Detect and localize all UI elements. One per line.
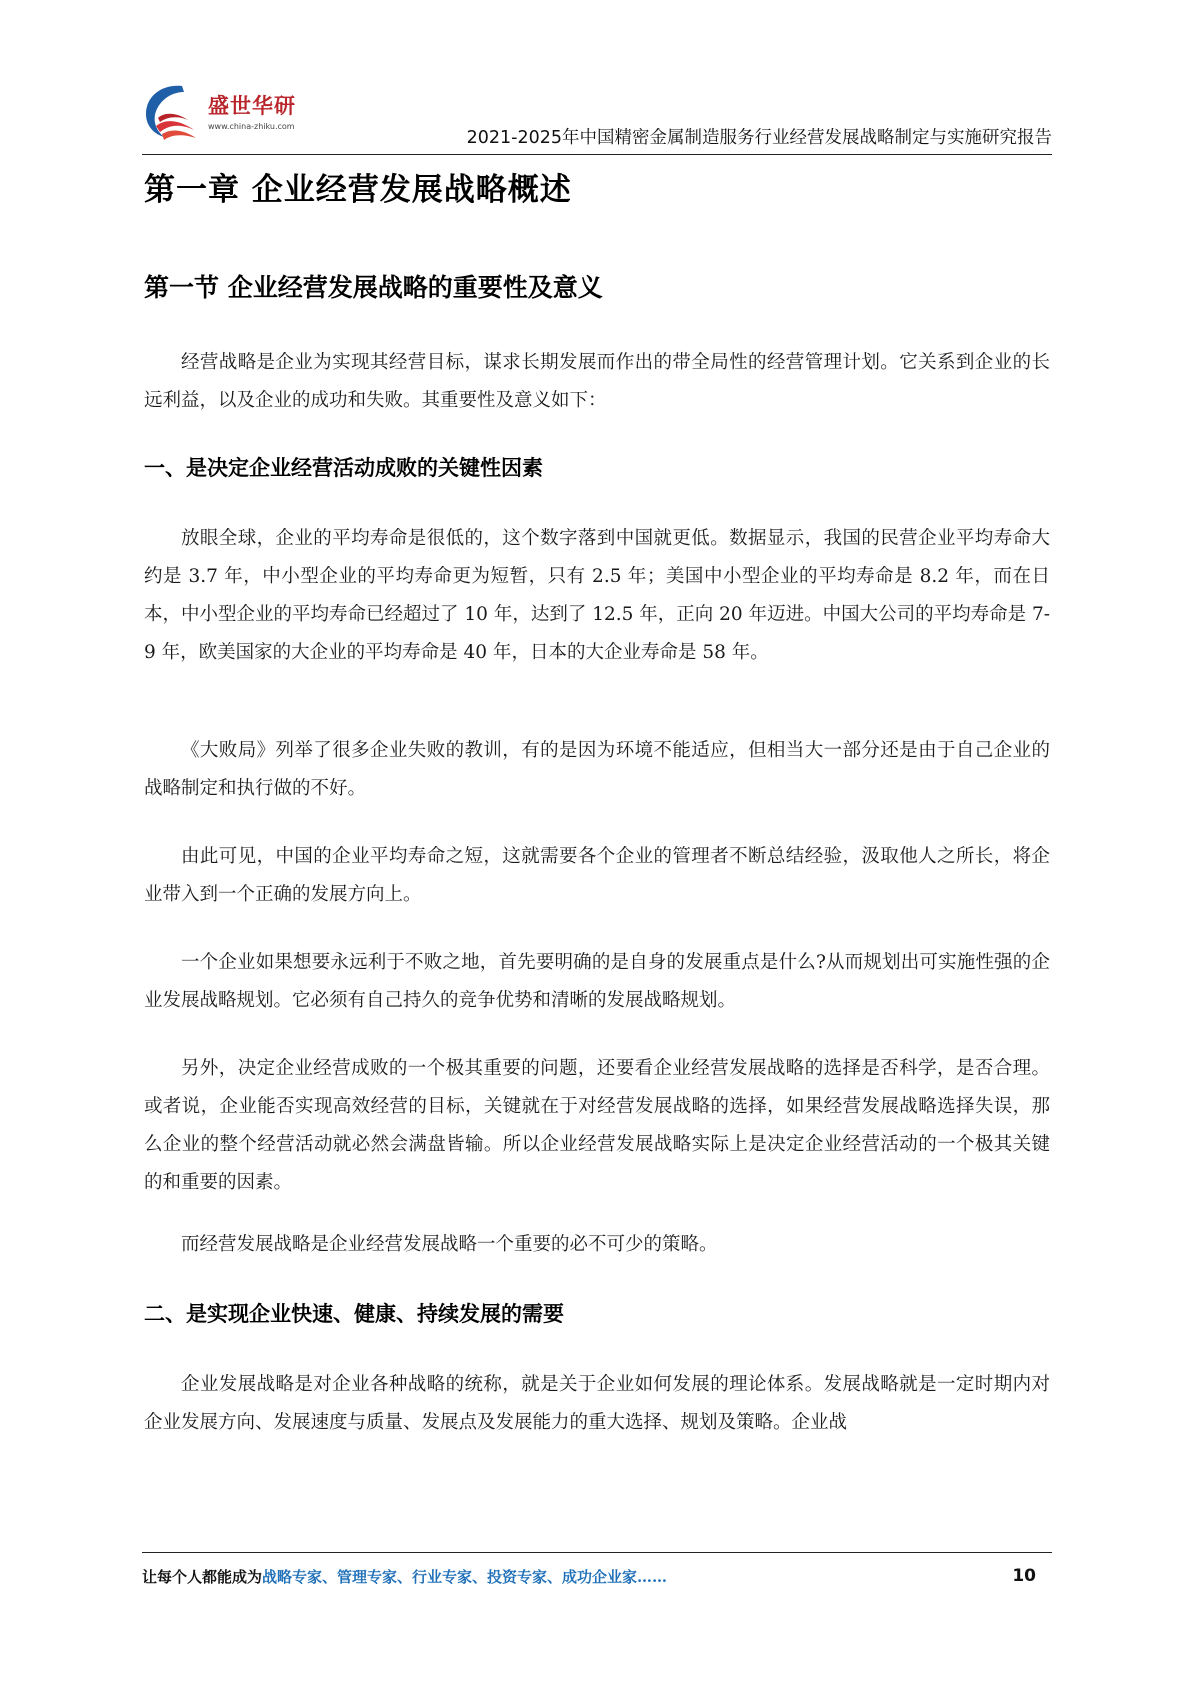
paragraph-focus: 一个企业如果想要永远利于不败之地，首先要明确的是自身的发展重点是什么?从而规划出可实施性强的企业发展战略规划。它必须有自己持久的竞争优势和清晰的发展战略规划。 — [144, 952, 1050, 1011]
footer-slogan-list: 战略专家、管理专家、行业专家、投资专家、成功企业家…… — [262, 1568, 668, 1586]
chapter-title: 第一章 企业经营发展战略概述 — [144, 172, 572, 208]
paragraph-lifespan: 放眼全球，企业的平均寿命是很低的，这个数字落到中国就更低。数据显示，我国的民营企业平均寿命大约是 3.7 年，中小型企业的平均寿命更为短暂，只有 2.5 年；美国中小型企业的平均寿命是 8.2 年，而在日本，中小型企业的平均寿命已经超过了 10 年，达到了 12.5 年，正向 20 年迈进。中国大公司的平均寿命是 7-9 年，欧美国家的大企业的平均寿命是 40 年，日本的大企业寿命是 58 年。 — [144, 528, 1050, 663]
logo-swoosh-icon — [142, 82, 204, 144]
footer-divider — [142, 1552, 1052, 1553]
intro-paragraph: 经营战略是企业为实现其经营目标，谋求长期发展而作出的带全局性的经营管理计划。它关系到企业的长远利益，以及企业的成功和失败。其重要性及意义如下： — [144, 352, 1050, 411]
page-number: 10 — [1012, 1566, 1036, 1586]
paragraph-conclusion: 由此可见，中国的企业平均寿命之短，这就需要各个企业的管理者不断总结经验，汲取他人之所长，将企业带入到一个正确的发展方向上。 — [144, 846, 1050, 905]
subsection-title-1: 一、是决定企业经营活动成败的关键性因素 — [144, 456, 543, 480]
paragraph-strategy: 而经营发展战略是企业经营发展战略一个重要的必不可少的策略。 — [181, 1234, 718, 1255]
logo-brand-name: 盛世华研 — [208, 94, 296, 118]
page-body — [144, 168, 1050, 1433]
section-title: 第一节 企业经营发展战略的重要性及意义 — [144, 273, 603, 302]
page-footer — [142, 1566, 1052, 1590]
subsection-title-2: 二、是实现企业快速、健康、持续发展的需要 — [144, 1302, 564, 1326]
paragraph-dabaiju: 《大败局》列举了很多企业失败的教训，有的是因为环境不能适应，但相当大一部分还是由于自己企业的战略制定和执行做的不好。 — [144, 740, 1050, 799]
paragraph-choice: 另外，决定企业经营成败的一个极其重要的问题，还要看企业经营发展战略的选择是否科学，是否合理。或者说，企业能否实现高效经营的目标，关键就在于对经营发展战略的选择，如果经营发展战略选择失误，那么企业的整个经营活动就必然会满盘皆输。所以企业经营发展战略实际上是决定企业经营活动的一个极其关键的和重要的因素。 — [144, 1058, 1050, 1193]
report-title: 2021-2025年中国精密金属制造服务行业经营发展战略制定与实施研究报告 — [466, 128, 1052, 148]
logo-website: www.china-zhiku.com — [208, 122, 295, 131]
page-header — [142, 80, 1052, 160]
paragraph-development: 企业发展战略是对企业各种战略的统称，就是关于企业如何发展的理论体系。发展战略就是一定时期内对企业发展方向、发展速度与质量、发展点及发展能力的重大选择、规划及策略。企业战 — [144, 1374, 1050, 1433]
header-divider — [142, 154, 1052, 155]
footer-slogan-prefix: 让每个人都能成为 — [142, 1568, 263, 1586]
company-logo — [142, 82, 312, 146]
